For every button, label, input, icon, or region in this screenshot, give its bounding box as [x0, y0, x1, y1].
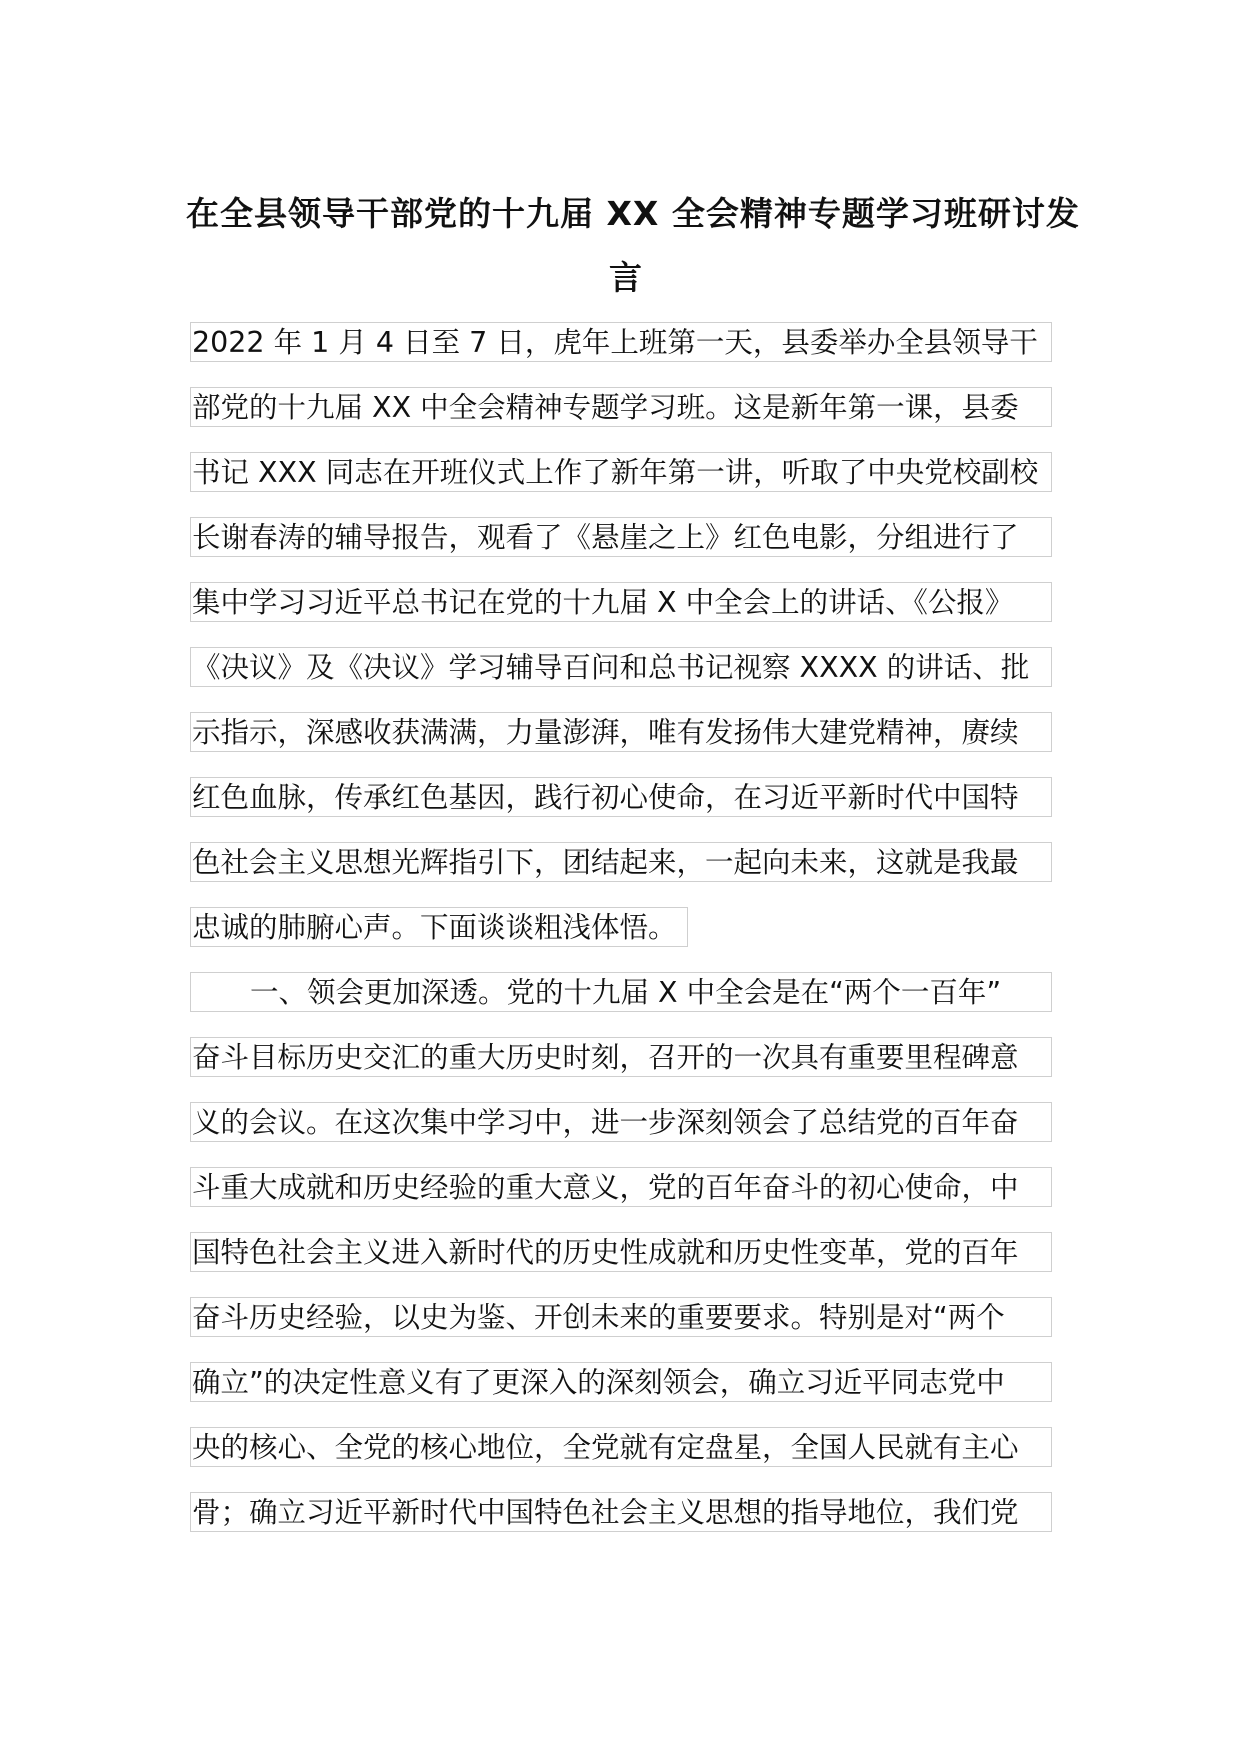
body-line: 色社会主义思想光辉指引下，团结起来，一起向未来，这就是我最 — [190, 842, 1052, 882]
body-line: 奋斗目标历史交汇的重大历史时刻，召开的一次具有重要里程碑意 — [190, 1037, 1052, 1077]
document-title-line-2: 言 — [609, 258, 643, 297]
body-line: 示指示，深感收获满满，力量澎湃，唯有发扬伟大建党精神，赓续 — [190, 712, 1052, 752]
section-heading-line: 一、领会更加深透。党的十九届 X 中全会是在“两个一百年” — [190, 972, 1052, 1012]
body-line: 2022 年 1 月 4 日至 7 日，虎年上班第一天，县委举办全县领导干 — [190, 322, 1052, 362]
body-line: 奋斗历史经验，以史为鉴、开创未来的重要要求。特别是对“两个 — [190, 1297, 1052, 1337]
body-line: 长谢春涛的辅导报告，观看了《悬崖之上》红色电影，分组进行了 — [190, 517, 1052, 557]
body-line: 确立”的决定性意义有了更深入的深刻领会，确立习近平同志党中 — [190, 1362, 1052, 1402]
body-line: 国特色社会主义进入新时代的历史性成就和历史性变革，党的百年 — [190, 1232, 1052, 1272]
body-line: 义的会议。在这次集中学习中，进一步深刻领会了总结党的百年奋 — [190, 1102, 1052, 1142]
body-line: 央的核心、全党的核心地位，全党就有定盘星，全国人民就有主心 — [190, 1427, 1052, 1467]
body-line: 集中学习习近平总书记在党的十九届 X 中全会上的讲话、《公报》 — [190, 582, 1052, 622]
body-line: 红色血脉，传承红色基因，践行初心使命，在习近平新时代中国特 — [190, 777, 1052, 817]
body-line: 骨；确立习近平新时代中国特色社会主义思想的指导地位，我们党 — [190, 1492, 1052, 1532]
body-line: 书记 XXX 同志在开班仪式上作了新年第一讲，听取了中央党校副校 — [190, 452, 1052, 492]
body-line: 忠诚的肺腑心声。下面谈谈粗浅体悟。 — [190, 907, 688, 947]
body-line: 斗重大成就和历史经验的重大意义，党的百年奋斗的初心使命，中 — [190, 1167, 1052, 1207]
body-line: 《决议》及《决议》学习辅导百问和总书记视察 XXXX 的讲话、批 — [190, 647, 1052, 687]
document-title-line-1: 在全县领导干部党的十九届 XX 全会精神专题学习班研讨发 — [186, 194, 1080, 233]
body-line: 部党的十九届 XX 中全会精神专题学习班。这是新年第一课，县委 — [190, 387, 1052, 427]
